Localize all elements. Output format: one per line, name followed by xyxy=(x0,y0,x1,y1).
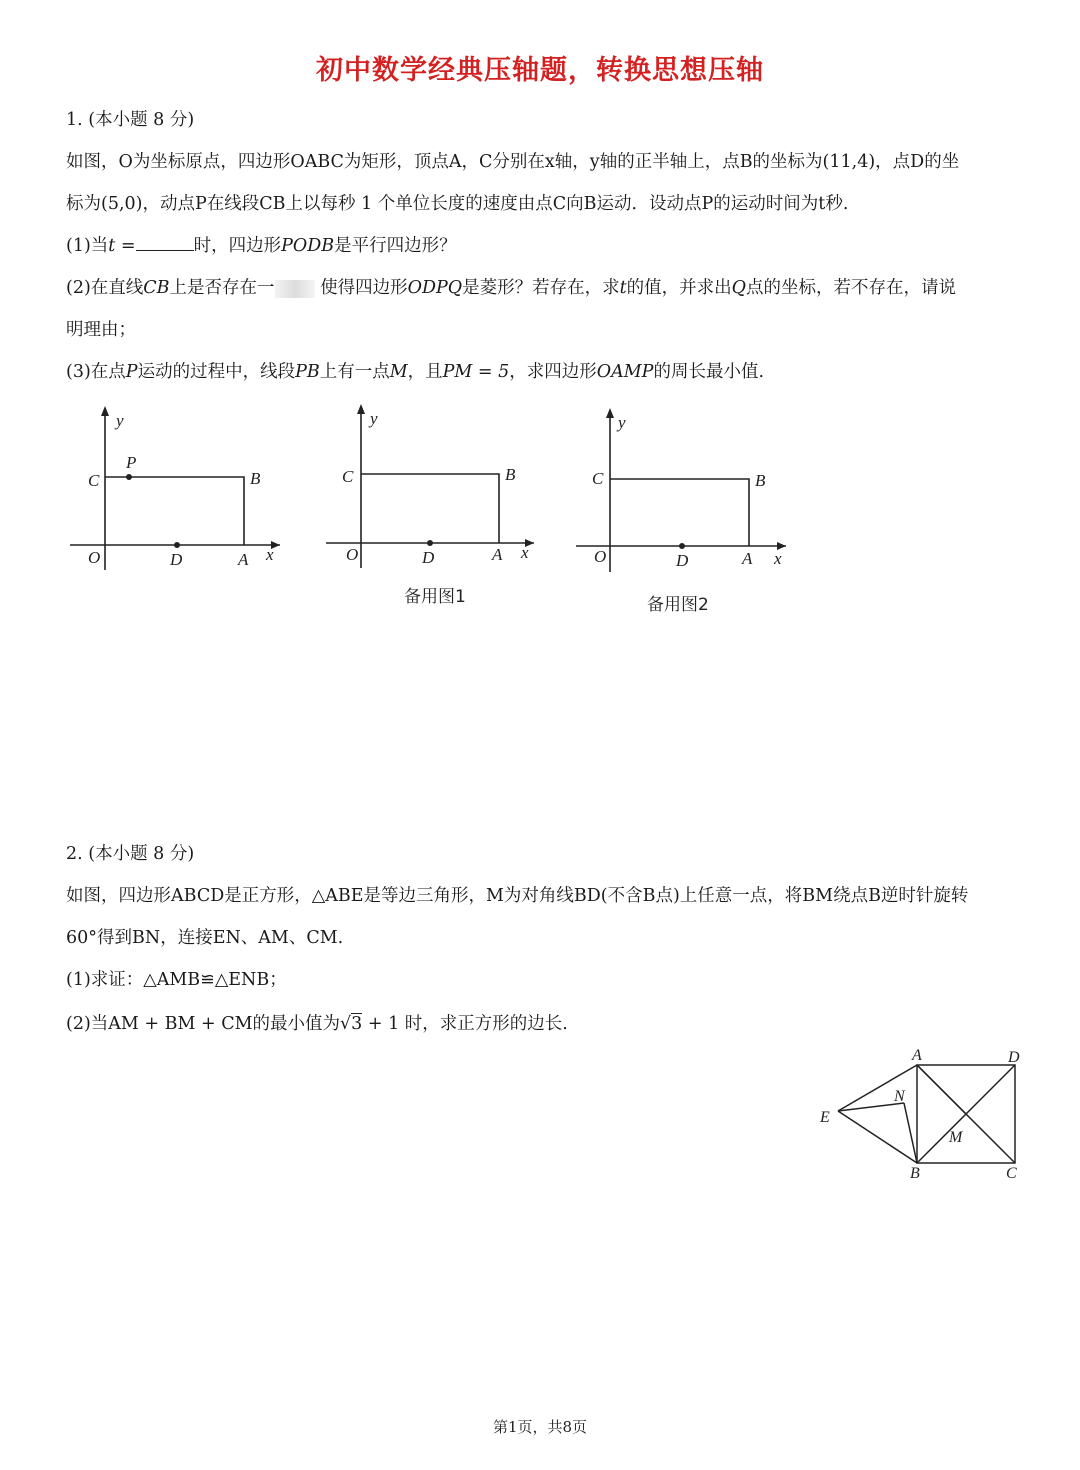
fig4-label-b: B xyxy=(910,1165,920,1182)
fig2-label-o: O xyxy=(346,545,359,564)
fig2-label-c: C xyxy=(342,467,354,486)
caption-spare2: 备用图2 xyxy=(647,595,709,615)
fig1-label-a: A xyxy=(238,550,249,569)
q1-part1: (1)当t = 时，四边形PODB是平行四边形？ xyxy=(66,236,457,256)
fig2-label-y: y xyxy=(370,409,378,428)
fig3-label-a: A xyxy=(742,549,753,568)
fig4-label-e: E xyxy=(820,1109,830,1126)
fig2-label-a: A xyxy=(492,545,503,564)
fig1-label-p: P xyxy=(126,453,137,472)
q1-part2-line2: 明理由； xyxy=(66,320,136,340)
fig4-label-a: A xyxy=(912,1047,922,1064)
fig4-label-c: C xyxy=(1006,1165,1017,1182)
fig1-label-c: C xyxy=(88,471,100,490)
fig3-label-d: D xyxy=(676,551,689,570)
page-title: 初中数学经典压轴题，转换思想压轴 xyxy=(316,55,764,86)
fig1-label-o: O xyxy=(88,548,101,567)
q1-stem-line1: 如图，O为坐标原点，四边形OABC为矩形，顶点A，C分别在x轴，y轴的正半轴上，点B的坐标为(11,4)，点D的坐 xyxy=(66,152,960,172)
q1-figure-spare2 xyxy=(566,404,796,584)
fig2-label-b: B xyxy=(505,465,516,484)
fig2-label-x: x xyxy=(521,543,529,562)
q1-part3: (3)在点P运动的过程中，线段PB上有一点M，且PM = 5，求四边形OAMP的周长最小值. xyxy=(66,362,765,382)
q1-part2-line1: (2)在直线CB上是否存在一 使得四边形ODPQ是菱形？若存在，求t的值，并求出Q点的坐标，若不存在，请说 xyxy=(66,278,957,298)
fig4-label-m: M xyxy=(949,1129,963,1146)
fig1-label-d: D xyxy=(170,550,183,569)
scan-smudge xyxy=(275,280,315,298)
fig3-label-b: B xyxy=(755,471,766,490)
q1-stem-line2: 标为(5,0)，动点P在线段CB上以每秒 1 个单位长度的速度由点C向B运动．设动点P的运动时间为t秒. xyxy=(66,194,849,214)
q1-figure-main xyxy=(60,400,290,580)
sqrt-sign: √ xyxy=(340,1014,352,1034)
q1-header: 1. (本小题 8 分) xyxy=(66,110,195,130)
answer-blank xyxy=(136,234,194,251)
q2-figure xyxy=(816,1040,1036,1190)
q2-header: 2. (本小题 8 分) xyxy=(66,844,195,864)
fig3-label-x: x xyxy=(774,549,782,568)
fig3-label-o: O xyxy=(594,547,607,566)
fig1-label-b: B xyxy=(250,469,261,488)
fig1-label-x: x xyxy=(266,545,274,564)
fig4-label-d: D xyxy=(1008,1049,1020,1066)
fig3-label-y: y xyxy=(618,413,626,432)
q1-figure-spare1 xyxy=(316,400,546,580)
fig3-label-c: C xyxy=(592,469,604,488)
page-footer: 第1页，共8页 xyxy=(492,1418,588,1436)
q2-stem-line1: 如图，四边形ABCD是正方形，△ABE是等边三角形，M为对角线BD(不含B点)上任意一点，将BM绕点B逆时针旋转 xyxy=(66,886,969,906)
q2-part1: (1)求证：△AMB≌△ENB； xyxy=(66,970,287,990)
fig4-label-n: N xyxy=(894,1088,905,1105)
q2-part2: (2)当AM + BM + CM的最小值为√3 + 1 时，求正方形的边长. xyxy=(66,1014,568,1034)
fig1-label-y: y xyxy=(116,411,124,430)
q2-stem-line2: 60°得到BN，连接EN、AM、CM. xyxy=(66,928,344,948)
fig2-label-d: D xyxy=(422,548,435,567)
caption-spare1: 备用图1 xyxy=(404,587,466,607)
